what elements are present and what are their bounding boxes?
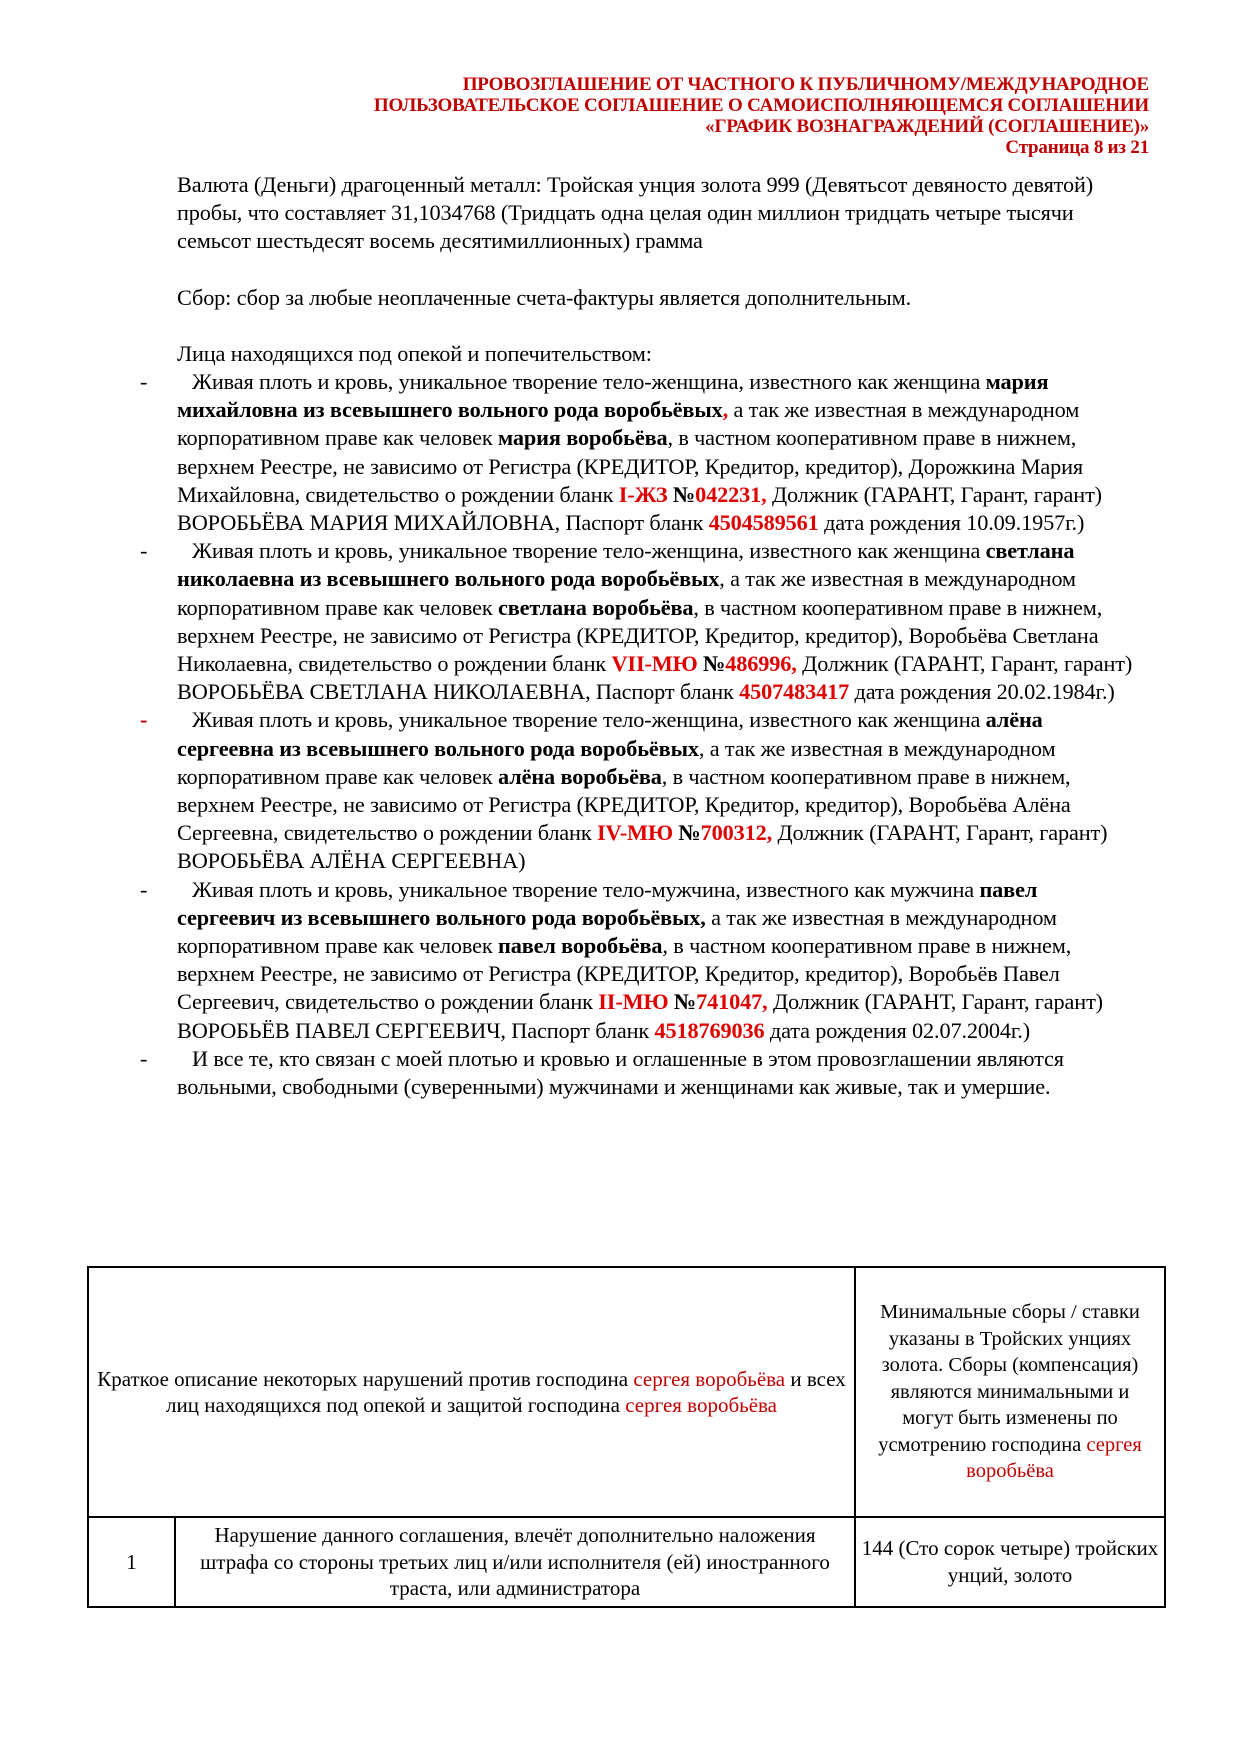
ward-text: , в частном кооперативном праве в нижнем, верхнем Реестре, не зависимо от Регистра (КРЕДИТОР, Кредитор, кредитор), Воробьёва Алёна Сергеевна, свидетельство о рождении бланк xyxy=(177,763,1071,846)
ward-full-name: мария михайловна из всевышнего вольного рода воробьёвых xyxy=(177,369,1049,423)
ward-full-name: павел сергеевич из всевышнего вольного рода воробьёвых, xyxy=(177,876,1038,930)
ward-entry xyxy=(140,706,1137,875)
row-description: Нарушение данного соглашения, влечёт дополнительно наложения штрафа со стороны третьих лиц и/или исполнителя (ей) иностранного траста, или администратора xyxy=(175,1517,855,1607)
ward-full-name: светлана николаевна из всевышнего вольного рода воробьёвых xyxy=(177,538,1075,592)
ward-text: Живая плоть и кровь, уникальное творение тело-мужчина, известного как мужчина xyxy=(192,876,980,902)
birth-cert-number: 042231, xyxy=(695,481,767,507)
table-row xyxy=(88,1517,1165,1607)
birth-cert-number: 700312, xyxy=(700,820,773,846)
header-fee-text: Минимальные сборы / ставки указаны в Тройских унциях золота. Сборы (компенсация) являются минимальными и могут быть изменены по усмотрению господина xyxy=(878,1301,1140,1456)
row-fee: 144 (Сто сорок четыре) тройских унций, золото xyxy=(855,1517,1165,1607)
document-body xyxy=(140,171,1137,1101)
ward-text: , в частном кооперативном праве в нижнем, верхнем Реестре, не зависимо от Регистра (КРЕДИТОР, Кредитор, кредитор), Воробьёва Светлана Николаевна, свидетельство о рождении бланк xyxy=(177,594,1103,677)
number-sign: № xyxy=(673,989,697,1015)
header-description-text: и всех лиц находящихся под опекой и защитой господина xyxy=(166,1366,846,1417)
passport-number: 4507483417 xyxy=(739,679,850,705)
ward-text: а так же известная в международном корпоративном праве как человек xyxy=(177,904,1057,959)
ward-text: Должник (ГАРАНТ, Гарант, гарант) ВОРОБЬЁВ ПАВЕЛ СЕРГЕЕВИЧ, Паспорт бланк xyxy=(177,989,1103,1043)
row-number: 1 xyxy=(88,1517,175,1607)
header-fee-name: сергея воробьёва xyxy=(966,1433,1142,1483)
list-dash: - xyxy=(140,538,148,564)
header-description-text: Краткое описание некоторых нарушений против господина xyxy=(97,1366,634,1391)
document-header xyxy=(249,74,1149,158)
ward-text: Должник (ГАРАНТ, Гарант, гарант) ВОРОБЬЁВА МАРИЯ МИХАЙЛОВНА, Паспорт бланк xyxy=(177,481,1102,536)
ward-text: , в частном кооперативном праве в нижнем, верхнем Реестре, не зависимо от Регистра (КРЕДИТОР, Кредитор, кредитор), Воробьёв Павел Сергеевич, свидетельство о рождении бланк xyxy=(177,933,1072,1015)
passport-number: 4518769036 xyxy=(654,1017,765,1043)
number-sign: № xyxy=(678,820,701,846)
list-dash: - xyxy=(140,1045,148,1071)
ward-text: а так же известная в международном корпоративном праве как человек xyxy=(177,397,1080,451)
header-title-line-3: «ГРАФИК ВОЗНАГРАЖДЕНИЙ (СОГЛАШЕНИЕ)» xyxy=(705,116,1149,137)
number-sign: № xyxy=(672,481,696,507)
header-description-name: сергея воробьёва xyxy=(633,1366,786,1391)
header-title-line-1: ПРОВОЗГЛАШЕНИЕ ОТ ЧАСТНОГО К ПУБЛИЧНОМУ/МЕЖДУНАРОДНОЕ xyxy=(462,74,1149,95)
header-description-name: сергея воробьёва xyxy=(625,1393,777,1417)
ward-short-name: павел воробьёва xyxy=(498,933,663,959)
header-title-line-2: ПОЛЬЗОВАТЕЛЬСКОЕ СОГЛАШЕНИЕ О САМОИСПОЛНЯЮЩЕМСЯ СОГЛАШЕНИИ xyxy=(373,95,1149,116)
closing-entry xyxy=(140,1045,1137,1101)
ward-entry xyxy=(140,537,1137,706)
ward-text: Живая плоть и кровь, уникальное творение тело-женщина, известного как женщина xyxy=(192,369,986,395)
birth-cert-number: 741047, xyxy=(696,989,768,1015)
wards-heading: Лица находящихся под опекой и попечительством: xyxy=(177,340,652,366)
ward-text: Живая плоть и кровь, уникальное творение тело-женщина, известного как женщина xyxy=(192,707,986,733)
list-dash: - xyxy=(140,876,148,902)
ward-text: Живая плоть и кровь, уникальное творение тело-женщина, известного как женщина xyxy=(192,538,986,564)
ward-comma: , xyxy=(722,397,729,423)
ward-text: Должник (ГАРАНТ, Гарант, гарант) ВОРОБЬЁВА СВЕТЛАНА НИКОЛАЕВНА, Паспорт бланк xyxy=(177,651,1133,705)
wards-list xyxy=(140,368,1137,1101)
ward-text: , а так же известная в международном корпоративном праве как человек xyxy=(177,566,1076,620)
ward-full-name: алёна сергеевна из всевышнего вольного рода воробьёвых xyxy=(177,707,1043,761)
violations-fee-table xyxy=(87,1266,1166,1608)
birth-cert-number: 486996, xyxy=(725,651,797,677)
birth-date-text: дата рождения 10.09.1957г.) xyxy=(818,510,1085,536)
list-dash: - xyxy=(140,369,148,395)
fee-paragraph: Сбор: сбор за любые неоплаченные счета-фактуры является дополнительным. xyxy=(177,284,912,310)
ward-text: , в частном кооперативном праве в нижнем, верхнем Реестре, не зависимо от Регистра (КРЕДИТОР, Кредитор, кредитор), Дорожкина Мария Михайловна, свидетельство о рождении бланк xyxy=(177,425,1084,507)
ward-entry xyxy=(140,876,1137,1045)
birth-date-text: дата рождения 02.07.2004г.) xyxy=(764,1017,1031,1043)
birth-cert-series: VII-МЮ xyxy=(611,651,704,677)
ward-short-name: алёна воробьёва xyxy=(498,763,662,789)
list-dash: - xyxy=(140,707,148,733)
birth-date-text: дата рождения 20.02.1984г.) xyxy=(849,679,1115,705)
table-header-row xyxy=(88,1267,1165,1517)
header-fee-cell xyxy=(855,1267,1165,1517)
birth-cert-series: I-ЖЗ xyxy=(618,481,673,507)
ward-text: , а так же известная в международном корпоративном праве как человек xyxy=(177,735,1056,789)
passport-number: 4504589561 xyxy=(708,510,819,536)
birth-cert-series: IV-МЮ xyxy=(596,820,679,846)
header-description-cell xyxy=(88,1267,855,1517)
birth-cert-series: II-МЮ xyxy=(598,989,674,1015)
currency-paragraph: Валюта (Деньги) драгоценный металл: Тройская унция золота 999 (Девятьсот девяносто девятой) пробы, что составляет 31,1034768 (Тридцать одна целая один миллион тридцать четыре тысячи семьсот шестьдесят восемь десятимиллионных) грамма xyxy=(177,172,1094,254)
ward-short-name: светлана воробьёва xyxy=(498,594,694,620)
number-sign: № xyxy=(703,651,726,677)
ward-short-name: мария воробьёва xyxy=(498,425,668,451)
ward-text: Должник (ГАРАНТ, Гарант, гарант) ВОРОБЬЁВА АЛЁНА СЕРГЕЕВНА) xyxy=(177,820,1108,874)
page-number: Страница 8 из 21 xyxy=(1005,137,1149,158)
ward-entry xyxy=(140,368,1137,537)
closing-text: И все те, кто связан с моей плотью и кровью и оглашенные в этом провозглашении являются вольными, свободными (суверенными) мужчинами и женщинами как живые, так и умершие. xyxy=(177,1045,1064,1100)
